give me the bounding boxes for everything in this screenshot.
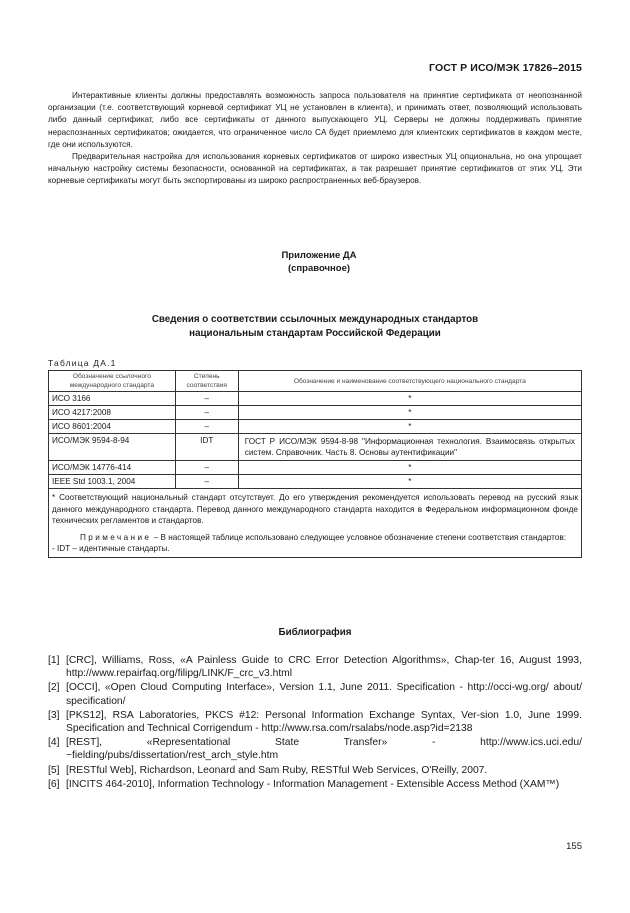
appendix-title: Приложение ДА <box>281 250 357 261</box>
international-standard-cell: ИСО/МЭК 14776-414 <box>49 461 176 475</box>
international-standard-cell: ИСО/МЭК 9594-8-94 <box>49 434 176 461</box>
table-row <box>49 420 582 434</box>
degree-cell: – <box>175 420 238 434</box>
bibliography-text: [REST], «Representational State Transfer» - http://www.ics.uci.edu/ ~fielding/pubs/dissertation/rest_arch_style.htm <box>66 737 582 762</box>
bibliography-text: [INCITS 464-2010], Information Technology - Information Management - Extensible Access Method (XAM™) <box>66 778 560 790</box>
national-standard-cell: * <box>238 461 581 475</box>
column-header: Степень соответствия <box>175 371 238 392</box>
body-paragraph: Предварительная настройка для использования корневых сертификатов от широко известных УЦ опциональна, но она упрощает начальную настройку системы безопасности, основанной на сертификатах, а так разрешает принятие сертификатов от этих УЦ. Эти корневые сертификаты могут быть экспортированы из широко распространенных веб-браузеров. <box>48 152 582 186</box>
bibliography-number: [6] <box>48 778 60 790</box>
bibliography-number: [3] <box>48 709 60 721</box>
degree-cell: – <box>175 461 238 475</box>
bibliography-number: [2] <box>48 682 60 694</box>
column-header: Обозначение ссылочного международного стандарта <box>49 371 176 392</box>
international-standard-cell: ИСО 3166 <box>49 392 176 406</box>
national-standard-cell: * <box>238 475 581 489</box>
note-item: - IDT – идентичные стандарты. <box>52 544 170 553</box>
table-row <box>49 461 582 475</box>
bibliography-item <box>48 736 582 763</box>
bibliography-item <box>48 654 582 681</box>
section-title-line: национальным стандартам Российской Федерации <box>189 327 441 339</box>
national-standard-cell: * <box>238 406 581 420</box>
table-note <box>52 532 578 544</box>
table-row <box>49 434 582 461</box>
bibliography-list <box>48 654 582 792</box>
standards-table <box>48 370 582 558</box>
bibliography-title: Библиография <box>278 627 352 638</box>
table-header-row <box>49 371 582 392</box>
bibliography-text: [CRC], Williams, Ross, «A Painless Guide to CRC Error Detection Algorithms», Chap-ter 16, August 1993, http://www.repairfaq.org/filipg/LINK/F_crc_v3.html <box>66 655 582 680</box>
column-header: Обозначение и наименование соответствующего национального стандарта <box>238 371 581 392</box>
page-number: 155 <box>566 841 582 852</box>
appendix-subtitle: (справочное) <box>287 262 351 274</box>
body-paragraph: Интерактивные клиенты должны предоставлять возможность запроса пользователя на принятие сертификата от неопознанной организации (т.е. соответствующий корневой сертификат УЦ не установлен в клиента), и принимать ответ, позволяющий использовать либо данный сертификат, либо все сертификаты от данного выпускающего УЦ. Серверы не должны поддерживать принятие нераспознанных сертификатов; ожидается, что ограниченное число CA будет приемлемо для клиентских сертификатов в каждом месте, где они используются. <box>48 91 582 149</box>
note-text: – В настоящей таблице использовано следующее условное обозначение степени соответствия стандартов: <box>151 532 567 542</box>
national-standard-cell: * <box>238 392 581 406</box>
table-row <box>49 406 582 420</box>
note-label: Примечание <box>80 532 152 542</box>
table-note-cell <box>49 489 582 558</box>
bibliography-number: [4] <box>48 737 60 749</box>
bibliography-number: [1] <box>48 655 60 666</box>
bibliography-item <box>48 778 582 791</box>
document-code-header: ГОСТ Р ИСО/МЭК 17826–2015 <box>429 62 582 74</box>
table-row <box>49 392 582 406</box>
bibliography-text: [OCCI], «Open Cloud Computing Interface», Version 1.1, June 2011. Specification - http://occi-wg.org/ about/ specification/ <box>66 682 582 707</box>
bibliography-text: [PKS12], RSA Laboratories, PKCS #12: Personal Information Exchange Syntax, Ver-sion 1.0, June 1999. Specification and Technical Corrigendum - http://www.rsa.com/rsalabs/node.asp?id=2138 <box>66 709 582 735</box>
degree-cell: – <box>175 406 238 420</box>
table-label: Таблица ДА.1 <box>48 358 117 368</box>
table-footnote: * Соответствующий национальный стандарт отсутствует. До его утверждения рекомендуется использовать перевод на русский язык данного международного стандарта. Перевод данного международного стандарта находится в Федеральном информационном фонде технических регламентов и стандартов. <box>52 493 578 525</box>
appendix-heading <box>0 250 630 275</box>
table-note-row <box>49 489 582 558</box>
section-title <box>0 313 630 340</box>
national-standard-cell: * <box>238 420 581 434</box>
international-standard-cell: IEEE Std 1003.1, 2004 <box>49 475 176 489</box>
bibliography-item <box>48 764 582 777</box>
national-standard-cell: ГОСТ Р ИСО/МЭК 9594-8-98 "Информационная технология. Взаимосвязь открытых систем. Справочник. Часть 8. Основы аутентификации" <box>238 434 581 461</box>
bibliography-text: [RESTful Web], Richardson, Leonard and Sam Ruby, RESTful Web Services, O'Reilly, 2007. <box>66 764 488 776</box>
bibliography-item <box>48 709 582 736</box>
bibliography-number: [5] <box>48 764 60 776</box>
table-row <box>49 475 582 489</box>
section-title-line: Сведения о соответствии ссылочных международных стандартов <box>151 314 479 325</box>
bibliography-item <box>48 681 582 708</box>
international-standard-cell: ИСО 8601:2004 <box>49 420 176 434</box>
international-standard-cell: ИСО 4217:2008 <box>49 406 176 420</box>
degree-cell: IDT <box>175 434 238 461</box>
degree-cell: – <box>175 392 238 406</box>
degree-cell: – <box>175 475 238 489</box>
